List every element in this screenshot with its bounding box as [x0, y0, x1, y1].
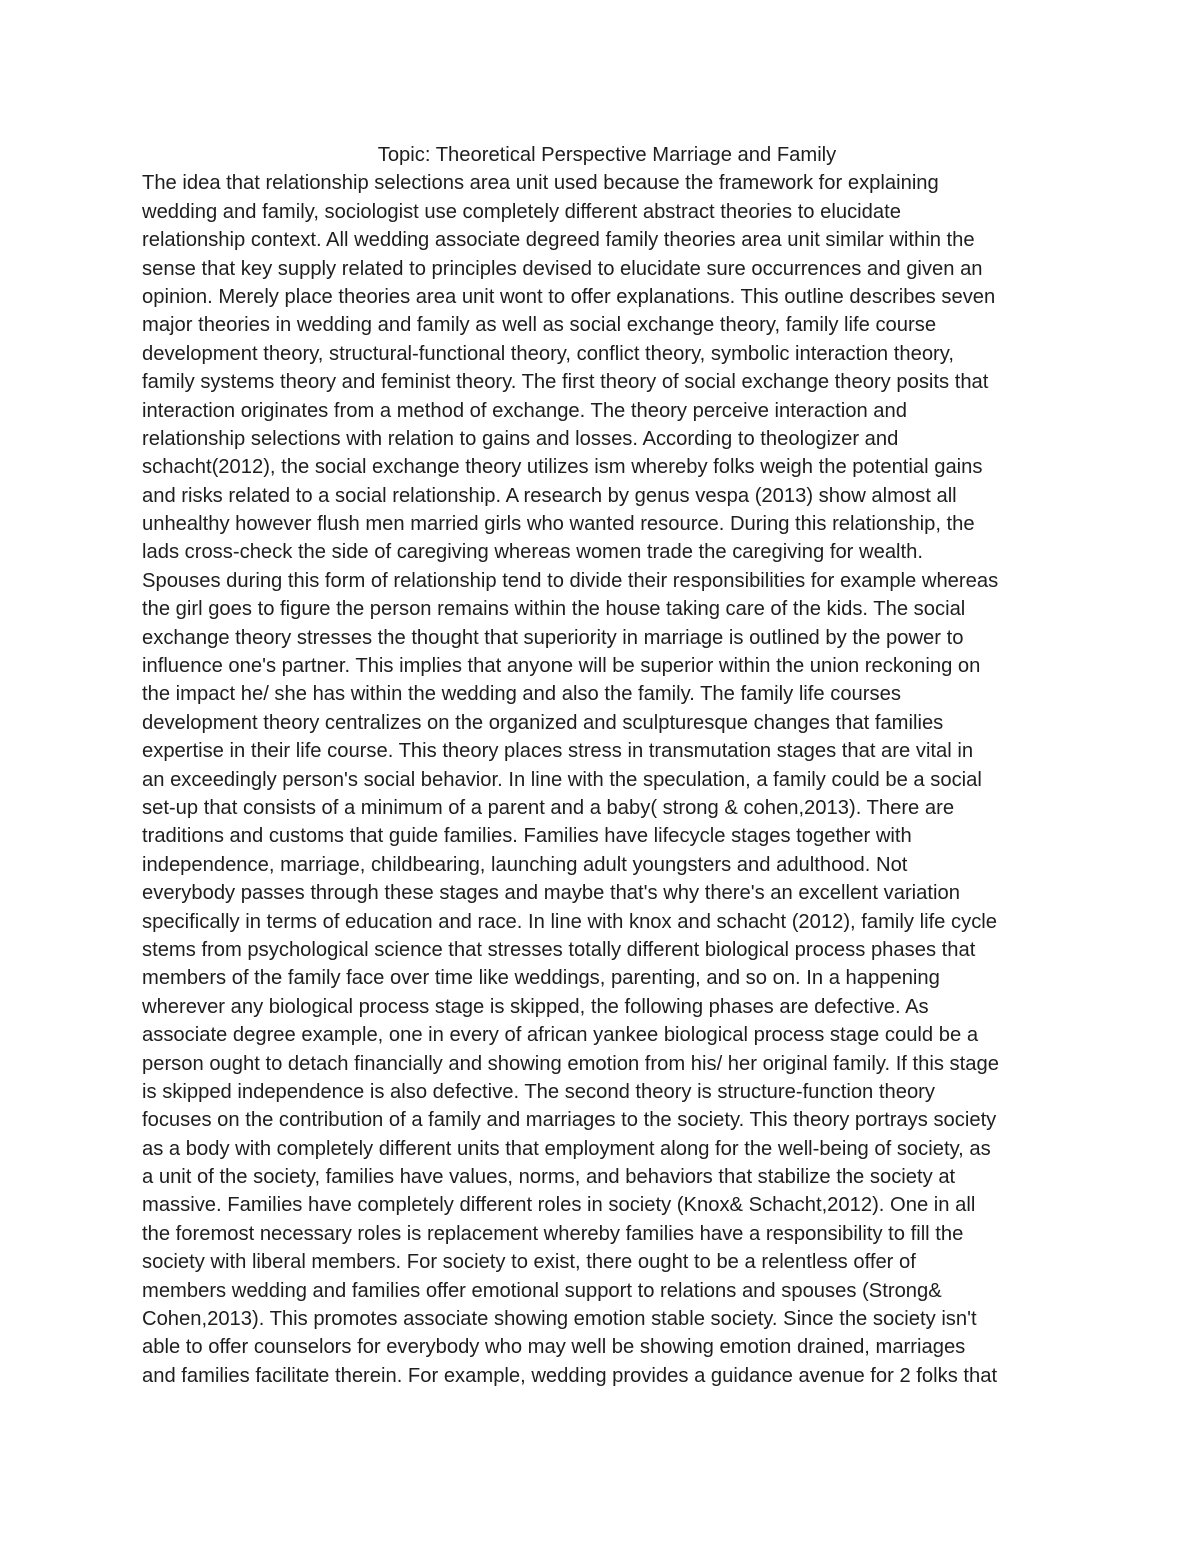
text-line: influence one's partner. This implies that anyone will be superior within the union reckoning on [142, 655, 981, 678]
text-line: society with liberal members. For society to exist, there ought to be a relentless offer of [142, 1251, 916, 1274]
text-line: major theories in wedding and family as well as social exchange theory, family life course [142, 314, 937, 337]
text-line: able to offer counselors for everybody who may well be showing emotion drained, marriages [142, 1336, 966, 1359]
text-line: sense that key supply related to principles devised to elucidate sure occurrences and given an [142, 257, 983, 280]
text-line: focuses on the contribution of a family and marriages to the society. This theory portrays society [142, 1109, 997, 1132]
text-line: a unit of the society, families have values, norms, and behaviors that stabilize the society at [142, 1166, 956, 1189]
text-line: massive. Families have completely different roles in society (Knox& Schacht,2012). One in all [142, 1194, 976, 1217]
text-line: the girl goes to figure the person remains within the house taking care of the kids. The social [142, 598, 966, 621]
text-line: Spouses during this form of relationship tend to divide their responsibilities for example whereas [142, 569, 999, 592]
text-line: set-up that consists of a minimum of a parent and a baby( strong & cohen,2013). There are [142, 796, 955, 819]
text-line: Cohen,2013). This promotes associate showing emotion stable society. Since the society isn't [142, 1308, 977, 1331]
text-line: specifically in terms of education and race. In line with knox and schacht (2012), family life cycle [142, 910, 998, 933]
text-line: independence, marriage, childbearing, launching adult youngsters and adulthood. Not [142, 853, 908, 876]
text-line: the foremost necessary roles is replacement whereby families have a responsibility to fill the [142, 1222, 964, 1245]
text-line: an exceedingly person's social behavior. In line with the speculation, a family could be a social [142, 768, 982, 791]
text-line: development theory centralizes on the organized and sculpturesque changes that families [142, 711, 944, 734]
text-line: and families facilitate therein. For example, wedding provides a guidance avenue for 2 folks that [142, 1364, 998, 1387]
text-line: person ought to detach financially and showing emotion from his/ her original family. If this stage [142, 1052, 999, 1075]
text-line: lads cross-check the side of caregiving whereas women trade the caregiving for wealth. [142, 541, 923, 564]
document-body [142, 141, 1072, 1390]
text-line: wedding and family, sociologist use completely different abstract theories to elucidate [142, 200, 901, 223]
text-line: wherever any biological process stage is skipped, the following phases are defective. As [142, 995, 929, 1018]
text-line: members of the family face over time like weddings, parenting, and so on. In a happening [142, 967, 940, 990]
text-line: unhealthy however flush men married girls who wanted resource. During this relationship, the [142, 513, 975, 536]
text-line: family systems theory and feminist theory. The first theory of social exchange theory posits that [142, 371, 989, 394]
text-line: members wedding and families offer emotional support to relations and spouses (Strong& [142, 1279, 942, 1302]
text-line: interaction originates from a method of exchange. The theory perceive interaction and [142, 399, 907, 422]
text-line: the impact he/ she has within the wedding and also the family. The family life courses [142, 683, 901, 706]
text-line: schacht(2012), the social exchange theory utilizes ism whereby folks weigh the potential gains [142, 456, 983, 479]
text-line: associate degree example, one in every of african yankee biological process stage could be a [142, 1024, 979, 1047]
text-line: and risks related to a social relationship. A research by genus vespa (2013) show almost all [142, 484, 957, 507]
text-line: expertise in their life course. This theory places stress in transmutation stages that are vital in [142, 740, 974, 763]
text-line: opinion. Merely place theories area unit wont to offer explanations. This outline describes seven [142, 285, 996, 308]
text-line: The idea that relationship selections area unit used because the framework for explaining [142, 172, 939, 195]
text-line: relationship context. All wedding associate degreed family theories area unit similar within the [142, 229, 975, 252]
text-line: development theory, structural-functional theory, conflict theory, symbolic interaction theory, [142, 342, 954, 365]
text-line: traditions and customs that guide families. Families have lifecycle stages together with [142, 825, 912, 848]
text-line: everybody passes through these stages and maybe that's why there's an excellent variation [142, 882, 960, 905]
text-line: is skipped independence is also defective. The second theory is structure-function theory [142, 1080, 935, 1103]
text-line: as a body with completely different units that employment along for the well-being of society, as [142, 1137, 991, 1160]
text-line: relationship selections with relation to gains and losses. According to theologizer and [142, 427, 899, 450]
text-line: stems from psychological science that stresses totally different biological process phases that [142, 938, 976, 961]
document-title: Topic: Theoretical Perspective Marriage and Family [377, 144, 837, 166]
text-line: exchange theory stresses the thought that superiority in marriage is outlined by the power to [142, 626, 964, 649]
